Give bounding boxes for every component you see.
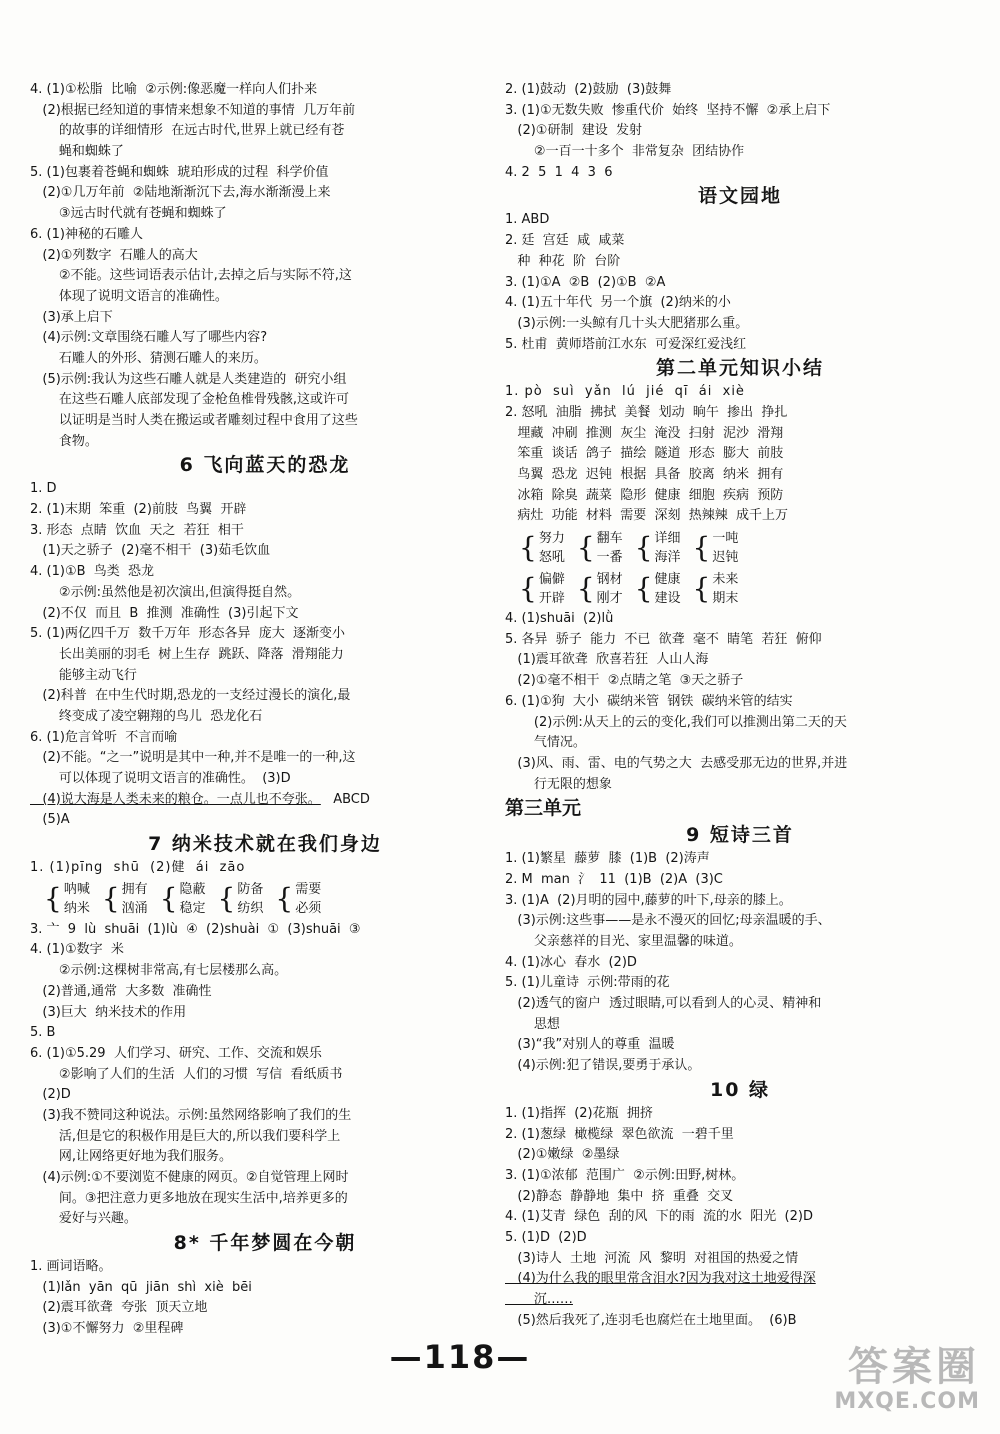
brace-pair	[519, 529, 565, 567]
answer-line: (1)天之骄子 (2)毫不相干 (3)茹毛饮血	[30, 543, 271, 559]
answer-line: 病灶 功能 材料 需要 深刻 热辣辣 成千上万	[505, 508, 788, 524]
brace-words	[597, 570, 623, 608]
answer-line: (2)不能。“之一”说明是其中一种,并不是唯一的一种,这	[30, 750, 356, 766]
brace-words	[237, 880, 263, 918]
answer-line: (2)透气的窗户 透过眼睛,可以看到人的心灵、精神和	[505, 996, 822, 1012]
brace-word-bottom: 纳米	[63, 901, 90, 917]
answer-line: 3. (1)①A ②B (2)①B ②A	[505, 274, 666, 290]
answer-line: (2)不仅 而且 B 推测 准确性 (3)引起下文	[30, 605, 299, 621]
answer-line: 4. (1)shuāi (2)lǜ	[505, 611, 614, 627]
brace-symbol: {	[576, 530, 595, 564]
brace-word-group	[505, 527, 975, 568]
answer-line: (2)①研制 建设 发射	[505, 123, 642, 139]
watermark-logo: 答案圈	[848, 1344, 980, 1390]
brace-words	[597, 529, 623, 567]
section-title-lesson-6: 6 飞向蓝天的恐龙	[179, 454, 351, 477]
brace-symbol: {	[519, 571, 537, 605]
answer-line: (5)A	[30, 812, 70, 828]
answer-line: 4. (1)冰心 春水 (2)D	[505, 954, 637, 970]
brace-symbol: {	[101, 882, 120, 916]
answer-line: 3. 形态 点睛 饮血 天之 若狂 相干	[30, 522, 244, 538]
brace-pair	[160, 880, 206, 918]
answer-line: 6. (1)危言耸听 不言而喻	[30, 729, 178, 745]
brace-pair	[635, 529, 681, 567]
brace-pair	[218, 880, 264, 918]
answer-line: 1. D	[30, 481, 57, 497]
brace-word-top: 翻车	[596, 530, 623, 546]
brace-pair	[519, 570, 565, 608]
brace-word-bottom: 海洋	[654, 549, 681, 565]
answer-line: 食物。	[30, 433, 98, 449]
brace-pair	[577, 529, 623, 567]
brace-pair	[44, 880, 90, 918]
answer-line: 思想	[505, 1016, 560, 1032]
brace-words	[655, 529, 681, 567]
answer-line: (3)风、雨、雷、电的气势之大 去感受那无边的世界,并进	[505, 755, 848, 771]
answer-line: 1. 画词语略。	[30, 1259, 112, 1275]
brace-word-top: 偏僻	[538, 571, 565, 587]
brace-symbol: {	[634, 530, 653, 564]
answer-line: (2)普通,通常 大多数 准确性	[30, 983, 212, 999]
answer-line: 活,但是它的积极作用是巨大的,所以我们要科学上	[30, 1128, 341, 1144]
answer-line: 4. 2 5 1 4 3 6	[505, 164, 613, 180]
brace-symbol: {	[44, 882, 62, 916]
answer-line: 4. (1)五十年代 另一个旗 (2)纳米的小	[505, 295, 731, 311]
answer-line: (2)根据已经知道的事情来想象不知道的事情 几万年前	[30, 102, 356, 118]
answer-line	[30, 790, 500, 811]
answer-line: 4. (1)艾青 绿色 刮的风 下的雨 流的水 阳光 (2)D	[505, 1209, 813, 1225]
answer-line: 2. 怒吼 油脂 拂拭 美餐 划动 晌午 掺出 挣扎	[505, 404, 788, 420]
answer-line: (2)科普 在中生代时期,恐龙的一支经过漫长的演化,最	[30, 688, 351, 704]
answer-line: (3)示例:一头鲸有几十头大肥猪那么重。	[505, 315, 749, 331]
brace-word-top: 钢材	[596, 571, 623, 587]
unit-heading-3: 第三单元	[505, 797, 582, 820]
brace-symbol: {	[275, 882, 294, 916]
answer-line: 3. (1)①浓郁 范围广 ②示例:田野,树林。	[505, 1167, 745, 1183]
brace-word-top: 健康	[654, 571, 681, 587]
brace-word-bottom: 期末	[712, 590, 739, 606]
brace-symbol: {	[692, 571, 711, 605]
answer-line: (3)承上启下	[30, 309, 113, 325]
brace-symbol: {	[519, 530, 537, 564]
underlined-answer: (4)说大海是人类未来的粮仓。一点儿也不夸张。	[30, 791, 321, 807]
brace-word-group	[30, 879, 500, 920]
brace-word-bottom: 迟钝	[712, 549, 739, 565]
answer-line: 1. (1)繁星 藤萝 膝 (1)B (2)涛声	[505, 851, 710, 867]
brace-words	[712, 570, 738, 608]
answer-line: (3)巨大 纳米技术的作用	[30, 1004, 187, 1020]
brace-symbol: {	[576, 571, 595, 605]
answer-line: (2)①毫不相干 ②点睛之笔 ③天之骄子	[505, 673, 744, 689]
answer-line: ②示例:这棵树非常高,有七层楼那么高。	[30, 963, 288, 979]
answer-line: (5)示例:我认为这些石雕人就是人类建造的 研究小组	[30, 371, 347, 387]
brace-word-top: 未来	[712, 571, 739, 587]
answer-line: 5. (1)两亿四千万 数千万年 形态各异 庞大 逐渐变小	[30, 626, 346, 642]
answer-line: 以证明是当时人类在搬运或者雕刻过程中食用了这些	[30, 413, 358, 428]
answer-line: 种 种花 阶 台阶	[505, 253, 621, 269]
answer-text: ABCD	[320, 791, 370, 807]
answer-line: ②影响了人们的生活 人们的习惯 写信 看纸质书	[30, 1066, 343, 1082]
answer-line: 冰箱 除臭 蔬菜 隐形 健康 细胞 疾病 预防	[505, 487, 784, 503]
answer-line: 2. (1)鼓动 (2)鼓励 (3)鼓舞	[505, 82, 672, 97]
section-title-lesson-9: 9 短诗三首	[686, 824, 794, 847]
answer-line: 笨重 谈话 鸽子 描绘 隧道 形态 膨大 前肢	[505, 446, 784, 462]
section-title-lesson-7: 7 纳米技术就在我们身边	[148, 833, 382, 856]
section-title-unit-2-summary: 第二单元知识小结	[655, 357, 824, 380]
brace-word-top: 一吨	[712, 530, 739, 546]
answer-line: 2. 廷 宫廷 咸 咸菜	[505, 233, 625, 249]
answer-line	[505, 1290, 975, 1311]
answer-line: (1)震耳欲聋 欣喜若狂 人山人海	[505, 652, 709, 668]
answer-line: (2)震耳欲聋 夸张 顶天立地	[30, 1300, 208, 1316]
answer-line: (4)示例:文章围绕石雕人写了哪些内容?	[30, 330, 268, 346]
underlined-answer: 沉……	[505, 1292, 573, 1307]
answer-line: 埋藏 冲刷 推测 灰尘 淹没 扫射 泥沙 滑翔	[505, 425, 784, 441]
watermark	[834, 1345, 980, 1414]
brace-word-top: 隐蔽	[179, 882, 206, 898]
brace-pair	[693, 529, 739, 567]
answer-line: 6. (1)神秘的石雕人	[30, 226, 143, 242]
brace-word-bottom: 怒吼	[538, 549, 565, 565]
brace-word-top: 呐喊	[63, 882, 90, 898]
answer-line: 5. (1)包裹着苍蝇和蜘蛛 琥珀形成的过程 科学价值	[30, 164, 329, 180]
brace-words	[655, 570, 681, 608]
watermark-url: MXQE.COM	[834, 1389, 980, 1414]
answer-line: 4. (1)①数字 米	[30, 942, 124, 958]
brace-word-bottom: 汹涌	[121, 901, 148, 917]
answer-line: 3. (1)①无数失败 惨重代价 始终 坚持不懈 ②承上启下	[505, 102, 831, 118]
answer-line: (4)示例:①不要浏览不健康的网页。②自觉管理上网时	[30, 1170, 349, 1185]
brace-words	[539, 570, 565, 608]
answer-line: (5)然后我死了,连羽毛也腐烂在土地里面。 (6)B	[505, 1312, 797, 1328]
answer-line: 5. 各异 骄子 能力 不已 欲聋 毫不 睛笔 若狂 俯仰	[505, 631, 822, 647]
answer-line: 行无限的想象	[505, 776, 612, 792]
answer-line: (2)示例:从天上的云的变化,我们可以推测出第二天的天	[505, 714, 847, 730]
answer-line: (2)①嫩绿 ②墨绿	[505, 1147, 620, 1163]
answer-line: (1)lǎn yān qū jiān shì xiè bēi	[30, 1279, 252, 1295]
right-column	[505, 80, 975, 1331]
answer-line: 父亲慈祥的目光、家里温馨的味道。	[505, 934, 742, 949]
answer-line: 网,让网络更好地为我们服务。	[30, 1149, 233, 1165]
answer-line: 2. (1)末期 笨重 (2)前肢 鸟翼 开辟	[30, 502, 247, 518]
brace-word-top: 详细	[654, 530, 681, 546]
brace-word-top: 需要	[295, 882, 322, 898]
answer-line: 5. (1)D (2)D	[505, 1229, 587, 1245]
answer-line: (3)示例:这些事——是永不漫灭的回忆;母亲温暖的手、	[505, 913, 831, 929]
brace-word-group	[505, 568, 975, 609]
section-title-lesson-8: 8* 千年梦圆在今朝	[173, 1232, 357, 1255]
answer-line: 蝇和蜘蛛了	[30, 144, 124, 160]
answer-line: ②示例:虽然他是初次演出,但演得挺自然。	[30, 584, 301, 600]
answer-line: 5. (1)儿童诗 示例:带雨的花	[505, 975, 670, 991]
left-column	[30, 80, 500, 1340]
section-title-lesson-10: 10 绿	[709, 1078, 771, 1101]
answer-line: (2)静态 静静地 集中 挤 重叠 交叉	[505, 1188, 734, 1204]
answer-line: 终变成了凌空翱翔的鸟儿 恐龙化石	[30, 708, 263, 724]
answer-line: 可以体现了说明文语言的准确性。 (3)D	[30, 771, 291, 786]
page-number: —118—	[389, 1338, 531, 1376]
answer-line: 4. (1)①B 鸟类 恐龙	[30, 564, 155, 580]
brace-pair	[635, 570, 681, 608]
answer-line: 4. (1)①松脂 比喻 ②示例:像恶魔一样向人们扑来	[30, 82, 318, 97]
brace-word-top: 拥有	[121, 882, 148, 898]
answer-line: (3)诗人 土地 河流 风 黎明 对祖国的热爱之情	[505, 1250, 799, 1266]
answer-line: 能够主动飞行	[30, 667, 137, 683]
brace-word-top: 防备	[237, 882, 264, 898]
answer-line: 3. (1)A (2)月明的园中,藤萝的叶下,母亲的膝上。	[505, 892, 792, 908]
brace-word-bottom: 必须	[295, 901, 322, 917]
brace-words	[180, 880, 206, 918]
brace-word-bottom: 开辟	[538, 590, 565, 606]
brace-words	[712, 529, 738, 567]
answer-line: (2)D	[30, 1087, 71, 1103]
brace-word-bottom: 稳定	[179, 901, 206, 917]
answer-line: 在这些石雕人底部发现了金枪鱼椎骨残骸,这或许可	[30, 392, 350, 408]
answer-line: 1. ABD	[505, 212, 550, 228]
brace-words	[122, 880, 148, 918]
answer-line: (3)①不懈努力 ②里程碑	[30, 1321, 184, 1337]
pinyin-line: 1. pò suì yǎn lú jié qī ái xiè	[505, 384, 745, 400]
brace-word-bottom: 纺织	[237, 901, 264, 917]
answer-line: 2. (1)葱绿 橄榄绿 翠色欲流 一碧千里	[505, 1126, 734, 1142]
answer-line: ②一百一十多个 非常复杂 团结协作	[505, 144, 745, 160]
answer-line: 鸟翼 恐龙 迟钝 根据 具备 胶离 纳米 拥有	[505, 467, 784, 482]
answer-line: (2)①列数字 石雕人的高大	[30, 247, 198, 263]
answer-line	[505, 1269, 975, 1290]
pinyin-line: 1. (1)pīng shū (2)健 ái zāo	[30, 860, 246, 876]
brace-word-bottom: 一番	[596, 549, 623, 565]
answer-line: 5. 杜甫 黄师塔前江水东 可爱深红爱浅红	[505, 336, 747, 352]
brace-pair	[693, 570, 739, 608]
underlined-answer: (4)为什么我的眼里常含泪水?因为我对这土地爱得深	[505, 1271, 816, 1287]
answer-line: 间。③把注意力更多地放在现实生活中,培养更多的	[30, 1190, 348, 1206]
answer-line: (3)我不赞同这种说法。示例:虽然网络影响了我们的生	[30, 1107, 352, 1123]
brace-word-bottom: 刚才	[596, 590, 623, 606]
brace-symbol: {	[217, 882, 236, 916]
answer-line: (2)①几万年前 ②陆地渐渐沉下去,海水渐渐漫上来	[30, 185, 331, 201]
brace-words	[539, 529, 565, 567]
section-title-chinese-garden: 语文园地	[697, 185, 782, 208]
answer-line: 体现了说明文语言的准确性。	[30, 288, 228, 304]
brace-words	[295, 880, 321, 918]
brace-symbol: {	[692, 530, 711, 564]
brace-word-top: 努力	[538, 530, 565, 546]
brace-word-bottom: 建设	[654, 590, 681, 606]
answer-line: 长出美丽的羽毛 树上生存 跳跃、降落 滑翔能力	[30, 646, 344, 662]
answer-line: 3. 亠 9 lù shuāi (1)lù ④ (2)shuài ① (3)shuāi ③	[30, 921, 361, 937]
brace-words	[64, 880, 90, 918]
brace-pair	[102, 880, 148, 918]
answer-line: 的故事的详细情形 在远古时代,世界上就已经有苍	[30, 123, 345, 139]
brace-symbol: {	[159, 882, 178, 916]
answer-line: 5. B	[30, 1025, 56, 1041]
answer-line: ③远古时代就有苍蝇和蜘蛛了	[30, 206, 227, 222]
answer-line: 2. M man 氵 11 (1)B (2)A (3)C	[505, 871, 723, 887]
brace-pair	[577, 570, 623, 608]
brace-symbol: {	[634, 571, 653, 605]
answer-line: 6. (1)①狗 大小 碳纳米管 钢铁 碳纳米管的结实	[505, 693, 793, 709]
answer-line: ②不能。这些词语表示估计,去掉之后与实际不符,这	[30, 268, 352, 284]
answer-line: 6. (1)①5.29 人们学习、研究、工作、交流和娱乐	[30, 1045, 322, 1061]
answer-line: 石雕人的外形、猜测石雕人的来历。	[30, 350, 267, 366]
answer-line: (4)示例:犯了错误,要勇于承认。	[505, 1058, 701, 1074]
answer-line: 1. (1)指挥 (2)花瓶 拥挤	[505, 1105, 653, 1121]
answer-line: 爱好与兴趣。	[30, 1211, 137, 1227]
brace-pair	[275, 880, 321, 918]
answer-line: (3)“我”对别人的尊重 温暖	[505, 1037, 675, 1053]
answer-line: 气情况。	[505, 735, 586, 751]
